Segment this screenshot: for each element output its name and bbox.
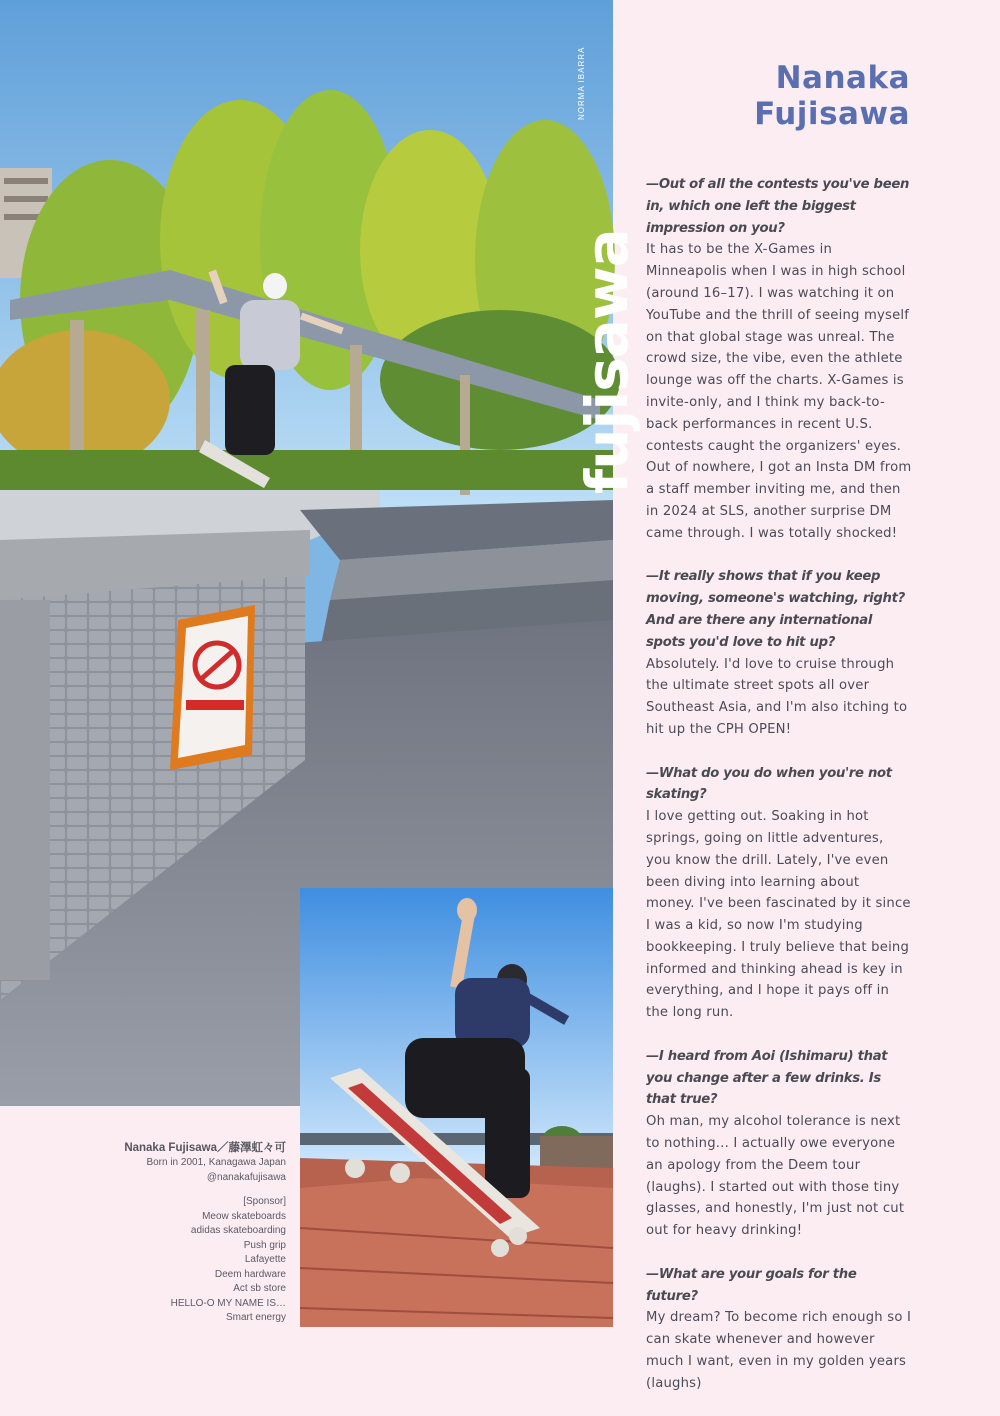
caption-born: Born in 2001, Kanagawa Japan bbox=[146, 1157, 286, 1168]
interview-answer: My dream? To become rich enough so I can skate whenever and however much I want, even in my golden years (laughs) bbox=[646, 1310, 912, 1391]
vertical-title-word: fujisawa bbox=[573, 229, 641, 495]
profile-caption bbox=[100, 1140, 286, 1326]
interview-answer: Oh man, my alcohol tolerance is next to nothing... I actually owe everyone an apology from the Deem tour (laughs). I started out with those tiny glasses, and honestly, I'm just not cut out for heavy drinking! bbox=[646, 1114, 905, 1239]
interview-body bbox=[646, 174, 912, 1416]
qa-block bbox=[646, 763, 912, 1025]
qa-block bbox=[646, 174, 912, 545]
title-line-first: Nanaka bbox=[775, 60, 910, 96]
sponsor-item: Lafayette bbox=[244, 1254, 286, 1265]
interview-question: —What are your goals for the future? bbox=[646, 1266, 857, 1304]
second-photo-illustration bbox=[300, 888, 613, 1327]
sponsor-item: HELLO-O MY NAME IS… bbox=[170, 1297, 286, 1309]
interview-question: —Out of all the contests you've been in, which one left the biggest impression on you? bbox=[646, 177, 910, 236]
caption-name: Nanaka Fujisawa／藤澤虹々可 bbox=[124, 1142, 286, 1154]
sponsor-item: Deem hardware bbox=[214, 1268, 286, 1280]
caption-handle: @nanakafujisawa bbox=[206, 1171, 286, 1183]
interview-question: —What do you do when you're not skating? bbox=[646, 765, 892, 803]
interview-question: —I heard from Aoi (Ishimaru) that you change after a few drinks. Is that true? bbox=[646, 1048, 888, 1108]
qa-block bbox=[646, 1264, 912, 1395]
interview-answer: It has to be the X-Games in Minneapolis when I was in high school (around 16–17). I was watching it on YouTube and the thrill of seeing myself on that global stage was unreal. The crowd size, the vibe, even the athlete lounge was off the charts. X-Games is invite-only, and I think my back-to-back performances in recent U.S. contests caught the organizers' eyes. Out of nowhere, I got an Insta DM from a staff member inviting me, and then in 2024 at SLS, another surprise DM came through. I was totally shocked! bbox=[646, 242, 912, 541]
interview-answer: I love getting out. Soaking in hot springs, going on little adventures, you know the drill. Lately, I've even been diving into learning about money. I've been fascinated by it since I was a kid, so now I'm studying bookkeeping. I truly believe that being informed and thinking ahead is key in everything, and I hope it pays off in the long run. bbox=[646, 809, 911, 1021]
caption-sponsor-heading: [Sponsor] bbox=[243, 1196, 286, 1207]
sponsor-item: Meow skateboards bbox=[202, 1210, 286, 1222]
interview-question: —It really shows that if you keep moving, someone's watching, right? And are there any international spots you'd love to hit up? bbox=[646, 569, 905, 650]
qa-block bbox=[646, 1046, 912, 1242]
photo-credit: NORMA IBARRA bbox=[577, 46, 586, 120]
sponsor-item: Act sb store bbox=[233, 1283, 286, 1294]
second-photo bbox=[300, 888, 613, 1327]
qa-block bbox=[646, 566, 912, 740]
page-title bbox=[700, 60, 910, 132]
title-line-last: Fujisawa bbox=[754, 96, 910, 132]
interview-answer: Absolutely. I'd love to cruise through the ultimate street spots all over Southeast Asia, and I'm also itching to hit up the CPH OPEN! bbox=[646, 656, 908, 737]
sponsor-item: Push grip bbox=[243, 1239, 286, 1251]
sponsor-item: adidas skateboarding bbox=[190, 1225, 286, 1236]
sponsor-item: Smart energy bbox=[225, 1312, 286, 1323]
